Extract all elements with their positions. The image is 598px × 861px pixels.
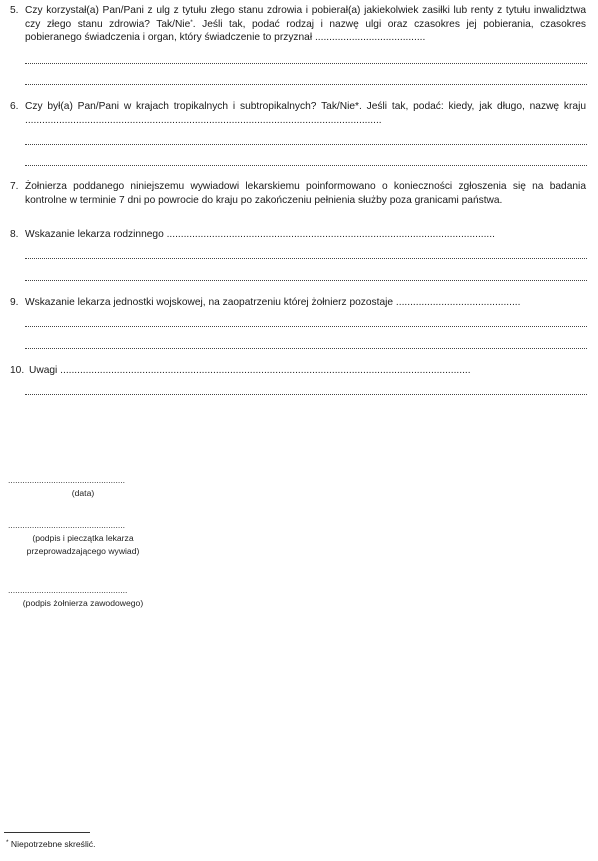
answer-line[interactable] bbox=[25, 394, 587, 395]
footnote-mark: * bbox=[190, 18, 193, 26]
answer-field[interactable]: .................................................................................................................... bbox=[166, 229, 495, 240]
question-5 bbox=[10, 4, 586, 45]
date-label: (data) bbox=[71, 488, 95, 498]
question-text: Wskazanie lekarza jednostki wojskowej, na zaopatrzeniu której żołnierz pozostaje ............................................ bbox=[25, 297, 521, 308]
answer-field[interactable]: .............................................................................................................................. bbox=[25, 114, 382, 126]
question-text: Czy był(a) Pan/Pani w krajach tropikalnych i subtropikalnych? Tak/Nie*. Jeśli tak, podać: kiedy, jak długo, nazwę kraju .............................................................................................................................. bbox=[25, 101, 586, 126]
answer-line[interactable] bbox=[25, 280, 587, 281]
answer-line[interactable] bbox=[25, 165, 587, 166]
question-text: Żołnierza poddanego niniejszemu wywiadowi lekarskiemu poinformowano o konieczności zgłoszenia się na badania kontrolne w terminie 7 dni po powrocie do kraju po zakończeniu pełnienia służby poza granicami państwa. bbox=[25, 181, 586, 206]
question-9 bbox=[10, 296, 586, 310]
question-6 bbox=[10, 100, 586, 127]
soldier-label: (podpis żołnierza zawodowego) bbox=[22, 598, 144, 608]
answer-line[interactable] bbox=[25, 258, 587, 259]
question-text: Uwagi ................................................................................................................................................. bbox=[29, 365, 471, 376]
question-number: 5. bbox=[10, 5, 19, 16]
question-number: 10. bbox=[10, 365, 25, 376]
question-number: 7. bbox=[10, 181, 19, 192]
footnote-divider bbox=[4, 832, 90, 833]
answer-line[interactable] bbox=[25, 144, 587, 145]
soldier-signature-line[interactable]: .................................................. bbox=[8, 585, 128, 595]
answer-field[interactable]: ................................................................................................................................................. bbox=[60, 365, 471, 376]
answer-line[interactable] bbox=[25, 348, 587, 349]
date-signature-line[interactable]: ................................................. bbox=[8, 475, 125, 485]
question-8 bbox=[10, 228, 586, 242]
answer-line[interactable] bbox=[25, 326, 587, 327]
answer-line[interactable] bbox=[25, 84, 587, 85]
question-10 bbox=[10, 364, 586, 378]
question-number: 8. bbox=[10, 229, 19, 240]
question-number: 9. bbox=[10, 297, 19, 308]
footnote-mark: * bbox=[6, 839, 9, 846]
question-7 bbox=[10, 180, 586, 207]
question-text: Czy korzystał(a) Pan/Pani z ulg z tytułu złego stanu zdrowia i pobierał(a) jakiekolwiek zasiłki lub renty z tytułu inwalidztwa czy złego stanu zdrowia? Tak/Nie*. Jeśli tak, podać rodzaj i nazwę ulgi oraz czasokres jej pobierania, czasokres pobieranego świadczenia i organ, który świadczenie to przyznał ....................................... bbox=[25, 5, 587, 43]
doctor-signature-line[interactable]: ................................................. bbox=[8, 520, 125, 530]
question-number: 6. bbox=[10, 101, 19, 112]
question-text: Wskazanie lekarza rodzinnego .................................................................................................................... bbox=[25, 229, 495, 240]
doctor-label-line-1: (podpis i pieczątka lekarza bbox=[32, 533, 134, 543]
answer-line[interactable] bbox=[25, 63, 587, 64]
answer-field[interactable]: ....................................... bbox=[314, 32, 426, 43]
footnote: * Niepotrzebne skreślić. bbox=[6, 839, 96, 849]
doctor-label-line-2: przeprowadzającego wywiad) bbox=[26, 546, 140, 556]
answer-field[interactable]: ............................................ bbox=[395, 297, 521, 308]
